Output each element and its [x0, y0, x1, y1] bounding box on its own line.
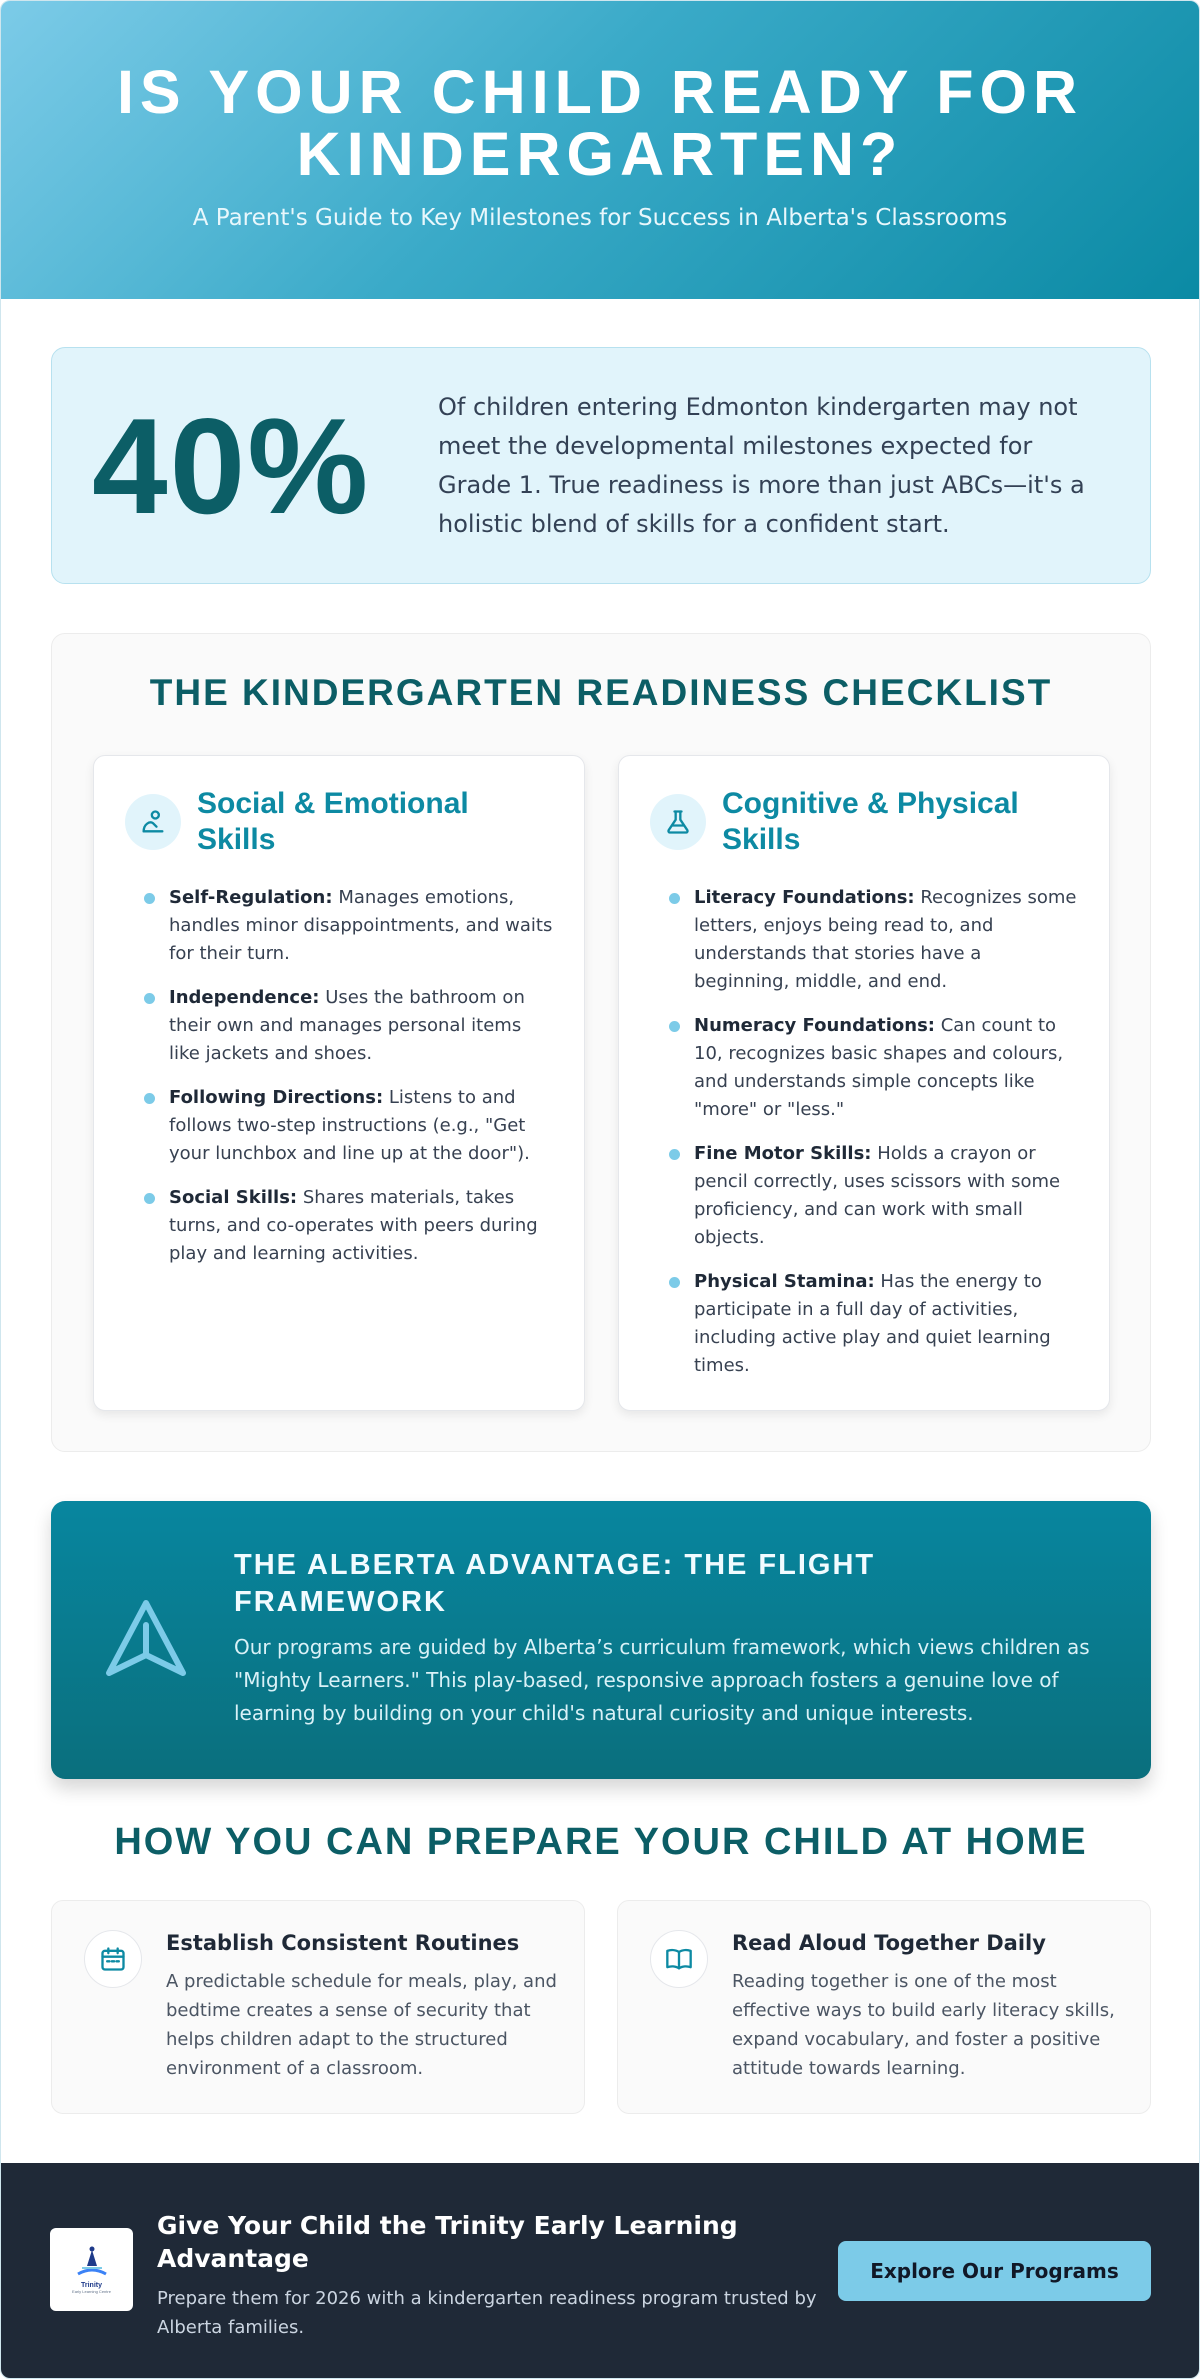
cta-footer — [1, 2163, 1200, 2379]
footer-title: Give Your Child the Trinity Early Learning Advantage — [157, 2211, 738, 2273]
tip-title: Read Aloud Together Daily — [732, 1931, 1046, 1955]
list-item — [669, 1268, 1079, 1380]
paper-plane-icon — [103, 1595, 189, 1681]
prepare-title: HOW YOU CAN PREPARE YOUR CHILD AT HOME — [114, 1821, 1088, 1863]
item-text: Recognizes some letters, enjoys being read to, and understands that stories have a beginning, middle, and end. — [694, 887, 1077, 992]
item-label: Numeracy Foundations: — [694, 1015, 935, 1036]
item-label: Fine Motor Skills: — [694, 1143, 872, 1164]
stat-description: Of children entering Edmonton kindergarten may not meet the developmental milestones expected for Grade 1. True readiness is more than just ABCs—it's a holistic blend of skills for a confident start. — [438, 392, 1085, 538]
item-text: Shares materials, takes turns, and co-operates with peers during play and learning activities. — [169, 1187, 538, 1264]
logo-figure-icon — [72, 2246, 112, 2280]
social-emotional-card — [93, 755, 585, 1411]
flight-description: Our programs are guided by Alberta’s curriculum framework, which views children as "Mighty Learners." This play-based, responsive approach fosters a genuine love of learning by building on your child's natural curiosity and unique interests. — [234, 1635, 1090, 1725]
logo-text: Trinity — [80, 2281, 102, 2289]
tip-card-reading — [617, 1900, 1151, 2114]
tip-description: A predictable schedule for meals, play, and bedtime creates a sense of security that helps children adapt to the structured environment of a classroom. — [166, 1971, 557, 2079]
list-item — [144, 884, 554, 968]
list-item — [669, 1140, 1079, 1252]
item-text: Uses the bathroom on their own and manages personal items like jackets and shoes. — [169, 987, 525, 1064]
flask-icon — [650, 794, 706, 850]
cognitive-physical-card — [618, 755, 1110, 1411]
stat-value: 40% — [92, 389, 371, 542]
trinity-logo[interactable] — [50, 2228, 133, 2311]
item-label: Literacy Foundations: — [694, 887, 915, 908]
flight-framework-banner — [51, 1501, 1151, 1779]
list-item — [144, 1084, 554, 1168]
hero-header — [1, 1, 1199, 299]
list-item — [144, 984, 554, 1068]
footer-description: Prepare them for 2026 with a kindergarten readiness program trusted by Alberta families. — [157, 2288, 817, 2338]
item-text: Holds a crayon or pencil correctly, uses scissors with some proficiency, and can work with small objects. — [694, 1143, 1061, 1248]
tip-title: Establish Consistent Routines — [166, 1931, 520, 1955]
item-text: Has the energy to participate in a full day of activities, including active play and quiet learning times. — [694, 1271, 1051, 1376]
list-item — [669, 1012, 1079, 1124]
list-item — [669, 884, 1079, 996]
item-text: Manages emotions, handles minor disappointments, and waits for their turn. — [169, 887, 553, 964]
tip-description: Reading together is one of the most effective ways to build early literacy skills, expand vocabulary, and foster a positive attitude towards learning. — [732, 1971, 1115, 2079]
calendar-icon — [84, 1930, 142, 1988]
readiness-checklist — [51, 633, 1151, 1452]
person-icon — [125, 794, 181, 850]
page-title: IS YOUR CHILD READY FOR KINDERGARTEN? — [116, 58, 1084, 188]
flight-title: THE ALBERTA ADVANTAGE: THE FLIGHT FRAMEWORK — [234, 1549, 876, 1618]
tip-card-routines — [51, 1900, 585, 2114]
item-label: Following Directions: — [169, 1087, 384, 1108]
item-text: Listens to and follows two-step instructions (e.g., "Get your lunchbox and line up at the door"). — [169, 1087, 530, 1164]
explore-programs-button[interactable]: Explore Our Programs — [838, 2241, 1151, 2301]
page-subtitle: A Parent's Guide to Key Milestones for Success in Alberta's Classrooms — [192, 205, 1008, 231]
item-text: Can count to 10, recognizes basic shapes and colours, and understands simple concepts like "more" or "less." — [694, 1015, 1064, 1120]
logo-subtext: Early Learning Centre — [72, 2288, 111, 2294]
book-icon — [650, 1930, 708, 1988]
skill-list — [669, 884, 1079, 1396]
checklist-title: THE KINDERGARTEN READINESS CHECKLIST — [149, 672, 1053, 713]
skill-list — [144, 884, 554, 1284]
item-label: Self-Regulation: — [169, 887, 333, 908]
item-label: Physical Stamina: — [694, 1271, 875, 1292]
item-label: Social Skills: — [169, 1187, 298, 1208]
item-label: Independence: — [169, 987, 320, 1008]
card-title: Cognitive & Physical Skills — [722, 787, 1019, 856]
list-item — [144, 1184, 554, 1268]
card-title: Social & Emotional Skills — [197, 787, 469, 856]
stat-callout — [51, 347, 1151, 584]
